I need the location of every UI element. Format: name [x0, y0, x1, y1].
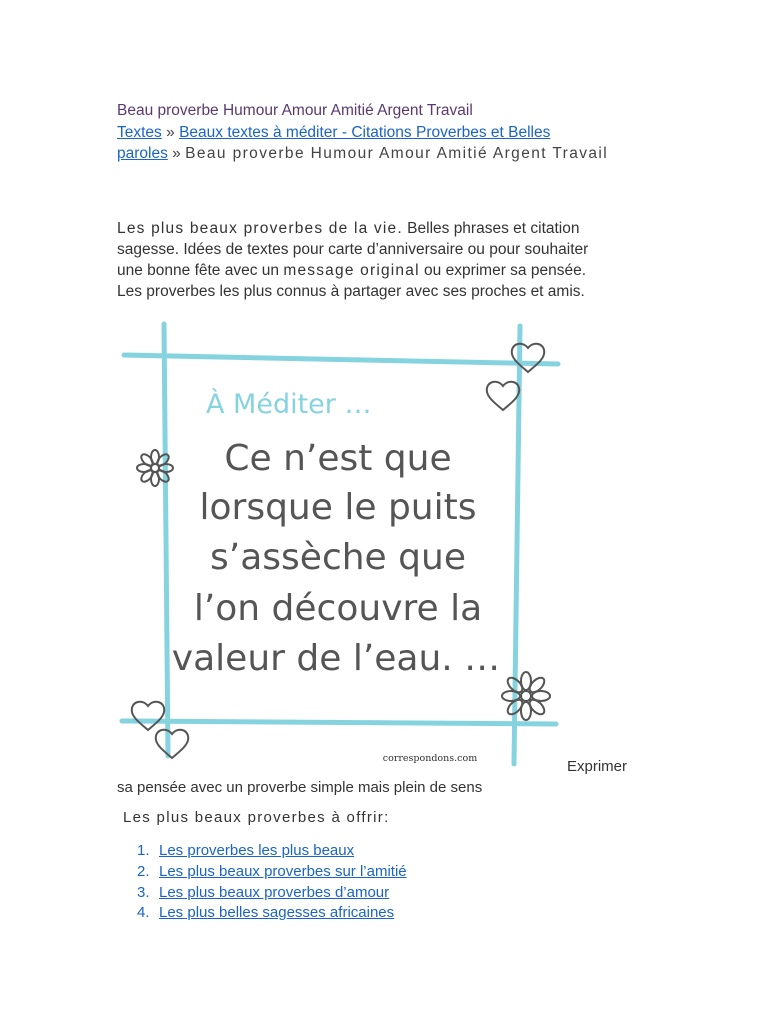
- quote-line: lorsque le puits: [199, 487, 477, 528]
- breadcrumb-current: Beau proverbe Humour Amour Amitié Argent Travail: [185, 145, 609, 162]
- breadcrumb-category-line2: paroles: [117, 145, 168, 162]
- list-link[interactable]: Les proverbes les plus beaux: [159, 842, 355, 859]
- heart-icon: [487, 382, 519, 410]
- list-item: [137, 841, 407, 862]
- list-number: 3.: [137, 883, 150, 901]
- intro-line4: Les proverbes les plus connus à partager avec ses proches et amis.: [117, 283, 585, 300]
- proverb-image-svg: [118, 318, 564, 770]
- quote-line: l’on découvre la: [193, 588, 483, 629]
- page-title: Beau proverbe Humour Amour Amitié Argent Travail: [117, 102, 473, 119]
- list-number: 2.: [137, 862, 150, 880]
- quote-line: Ce n’est que: [224, 438, 452, 479]
- proverb-image: [118, 318, 564, 770]
- intro-line3a: une bonne fête avec un: [117, 262, 284, 279]
- quote-line: s’assèche que: [210, 537, 466, 578]
- intro-lead: Les plus beaux proverbes de la vie.: [117, 220, 403, 237]
- image-quote: [172, 438, 500, 679]
- breadcrumb-category-line1: Beaux textes à méditer - Citations Proverbes et Belles: [179, 124, 551, 141]
- list-link[interactable]: Les plus beaux proverbes d’amour: [159, 883, 390, 901]
- heart-icon: [156, 730, 188, 758]
- intro-line2: sagesse. Idées de textes pour carte d’anniversaire ou pour souhaiter: [117, 241, 589, 258]
- breadcrumb-home-link[interactable]: Textes: [117, 124, 162, 141]
- breadcrumb: [117, 122, 657, 164]
- quote-line: valeur de l’eau. …: [171, 638, 501, 679]
- intro-line1-rest: Belles phrases et citation: [402, 220, 580, 237]
- list-link[interactable]: Les plus belles sagesses africaines: [159, 904, 395, 922]
- list-link[interactable]: Les plus beaux proverbes sur l’amitié: [159, 862, 407, 880]
- caption-part1: Exprimer: [567, 758, 628, 775]
- heart-icon: [132, 702, 164, 730]
- page-header: [117, 100, 657, 164]
- breadcrumb-separator-2: »: [172, 145, 181, 162]
- list-title: Les plus beaux proverbes à offrir:: [123, 809, 390, 826]
- list-item: [137, 862, 407, 883]
- breadcrumb-separator: »: [166, 124, 175, 141]
- image-heading: À Méditer …: [206, 389, 372, 420]
- caption-part2: sa pensée avec un proverbe simple mais plein de sens: [117, 779, 483, 796]
- intro-line3b: message original: [283, 262, 420, 279]
- list-number: 1.: [137, 842, 150, 859]
- intro-line3c: ou exprimer sa pensée.: [419, 262, 587, 279]
- image-watermark: correspondons.com: [382, 753, 478, 764]
- proverb-link-list: [137, 841, 407, 924]
- intro-paragraph: [117, 218, 657, 302]
- flower-icon: [502, 672, 550, 720]
- list-item: [137, 883, 407, 904]
- list-number: 4.: [137, 904, 150, 922]
- list-item: [137, 903, 407, 924]
- heart-icon: [512, 344, 544, 372]
